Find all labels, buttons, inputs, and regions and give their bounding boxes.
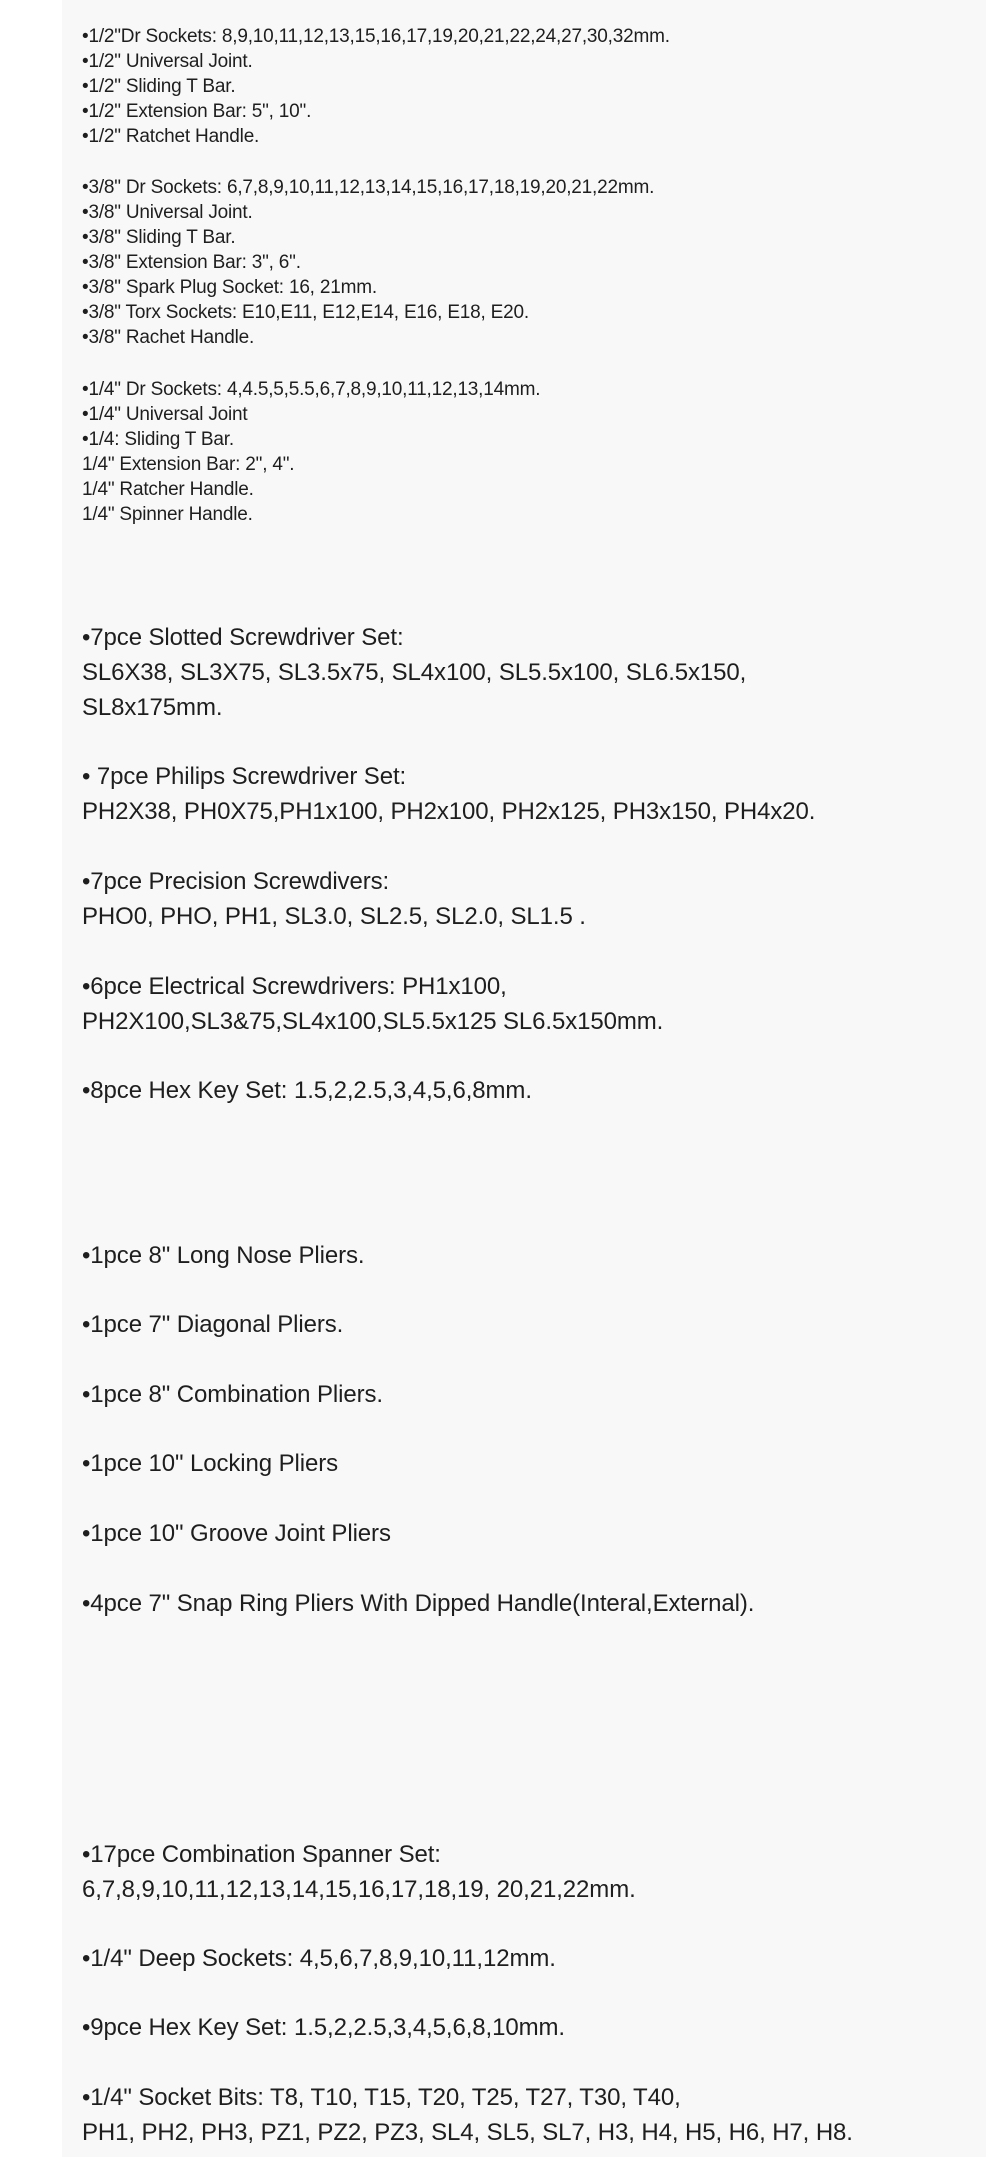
section-hex-key-8pce [82,1073,972,1108]
list-item: •3/8" Dr Sockets: 6,7,8,9,10,11,12,13,14,15,16,17,18,19,20,21,22mm. [82,177,655,198]
section-socket-bits [82,2080,972,2150]
list-item: PH2X38, PH0X75,PH1x100, PH2x100, PH2x125, PH3x150, PH4x20. [82,798,816,825]
list-item: •17pce Combination Spanner Set: [82,1841,441,1868]
list-item: •1/2" Ratchet Handle. [82,126,260,147]
list-item: •1/2" Universal Joint. [82,51,253,72]
list-item: •7pce Slotted Screwdriver Set: [82,624,404,651]
list-item: •3/8" Torx Sockets: E10,E11, E12,E14, E16, E18, E20. [82,302,529,323]
list-item: PHO0, PHO, PH1, SL3.0, SL2.5, SL2.0, SL1.5 . [82,903,586,930]
list-item: •1pce 8" Combination Pliers. [82,1381,383,1408]
list-item: •4pce 7" Snap Ring Pliers With Dipped Handle(Interal,External). [82,1590,755,1617]
list-item: 1/4" Extension Bar: 2", 4". [82,454,295,475]
list-item: •1/4" Universal Joint [82,404,248,425]
list-item: •3/8" Sliding T Bar. [82,227,236,248]
list-item: •8pce Hex Key Set: 1.5,2,2.5,3,4,5,6,8mm. [82,1077,532,1104]
list-item: SL8x175mm. [82,694,223,721]
list-item: •1/4: Sliding T Bar. [82,429,234,450]
section-slotted-screwdrivers [82,620,972,725]
list-item: •7pce Precision Screwdivers: [82,868,390,895]
section-deep-sockets [82,1941,972,1976]
section-locking-pliers [82,1446,972,1481]
list-item: •1/4" Dr Sockets: 4,4.5,5,5.5,6,7,8,9,10,11,12,13,14mm. [82,379,541,400]
section-half-inch-drive [82,24,972,149]
section-long-nose-pliers [82,1238,972,1273]
section-electrical-screwdrivers [82,969,972,1039]
section-three-eighths-drive [82,175,972,350]
section-hex-key-9pce [82,2010,972,2045]
list-item: •3/8" Rachet Handle. [82,327,255,348]
section-philips-screwdrivers [82,759,972,829]
list-item: SL6X38, SL3X75, SL3.5x75, SL4x100, SL5.5x100, SL6.5x150, [82,659,747,686]
section-diagonal-pliers [82,1307,972,1342]
list-item: •1/4" Deep Sockets: 4,5,6,7,8,9,10,11,12mm. [82,1945,556,1972]
list-item: •1pce 8" Long Nose Pliers. [82,1242,365,1269]
section-quarter-inch-drive [82,377,972,527]
list-item: •3/8" Universal Joint. [82,202,253,223]
list-item: •1pce 7" Diagonal Pliers. [82,1311,344,1338]
list-item: •9pce Hex Key Set: 1.5,2,2.5,3,4,5,6,8,10mm. [82,2014,565,2041]
section-precision-screwdrivers [82,864,972,934]
section-combination-spanners [82,1837,972,1907]
list-item: 1/4" Spinner Handle. [82,504,253,525]
list-item: •3/8" Extension Bar: 3", 6". [82,252,301,273]
list-item: 6,7,8,9,10,11,12,13,14,15,16,17,18,19, 20,21,22mm. [82,1876,636,1903]
list-item: •6pce Electrical Screwdrivers: PH1x100, [82,973,507,1000]
list-item: •1/2"Dr Sockets: 8,9,10,11,12,13,15,16,17,19,20,21,22,24,27,30,32mm. [82,26,670,47]
section-combination-pliers [82,1377,972,1412]
list-item: •3/8" Spark Plug Socket: 16, 21mm. [82,277,377,298]
list-item: •1pce 10" Locking Pliers [82,1450,338,1477]
list-item: •1pce 10" Groove Joint Pliers [82,1520,391,1547]
section-snap-ring-pliers [82,1586,972,1621]
list-item: PH2X100,SL3&75,SL4x100,SL5.5x125 SL6.5x150mm. [82,1008,664,1035]
list-item: • 7pce Philips Screwdriver Set: [82,763,407,790]
list-item: 1/4" Ratcher Handle. [82,479,254,500]
section-groove-joint-pliers [82,1516,972,1551]
list-item: •1/4" Socket Bits: T8, T10, T15, T20, T25, T27, T30, T40, [82,2084,681,2111]
list-item: •1/2" Sliding T Bar. [82,76,236,97]
list-item: PH1, PH2, PH3, PZ1, PZ2, PZ3, SL4, SL5, SL7, H3, H4, H5, H6, H7, H8. [82,2119,853,2146]
list-item: •1/2" Extension Bar: 5", 10". [82,101,312,122]
